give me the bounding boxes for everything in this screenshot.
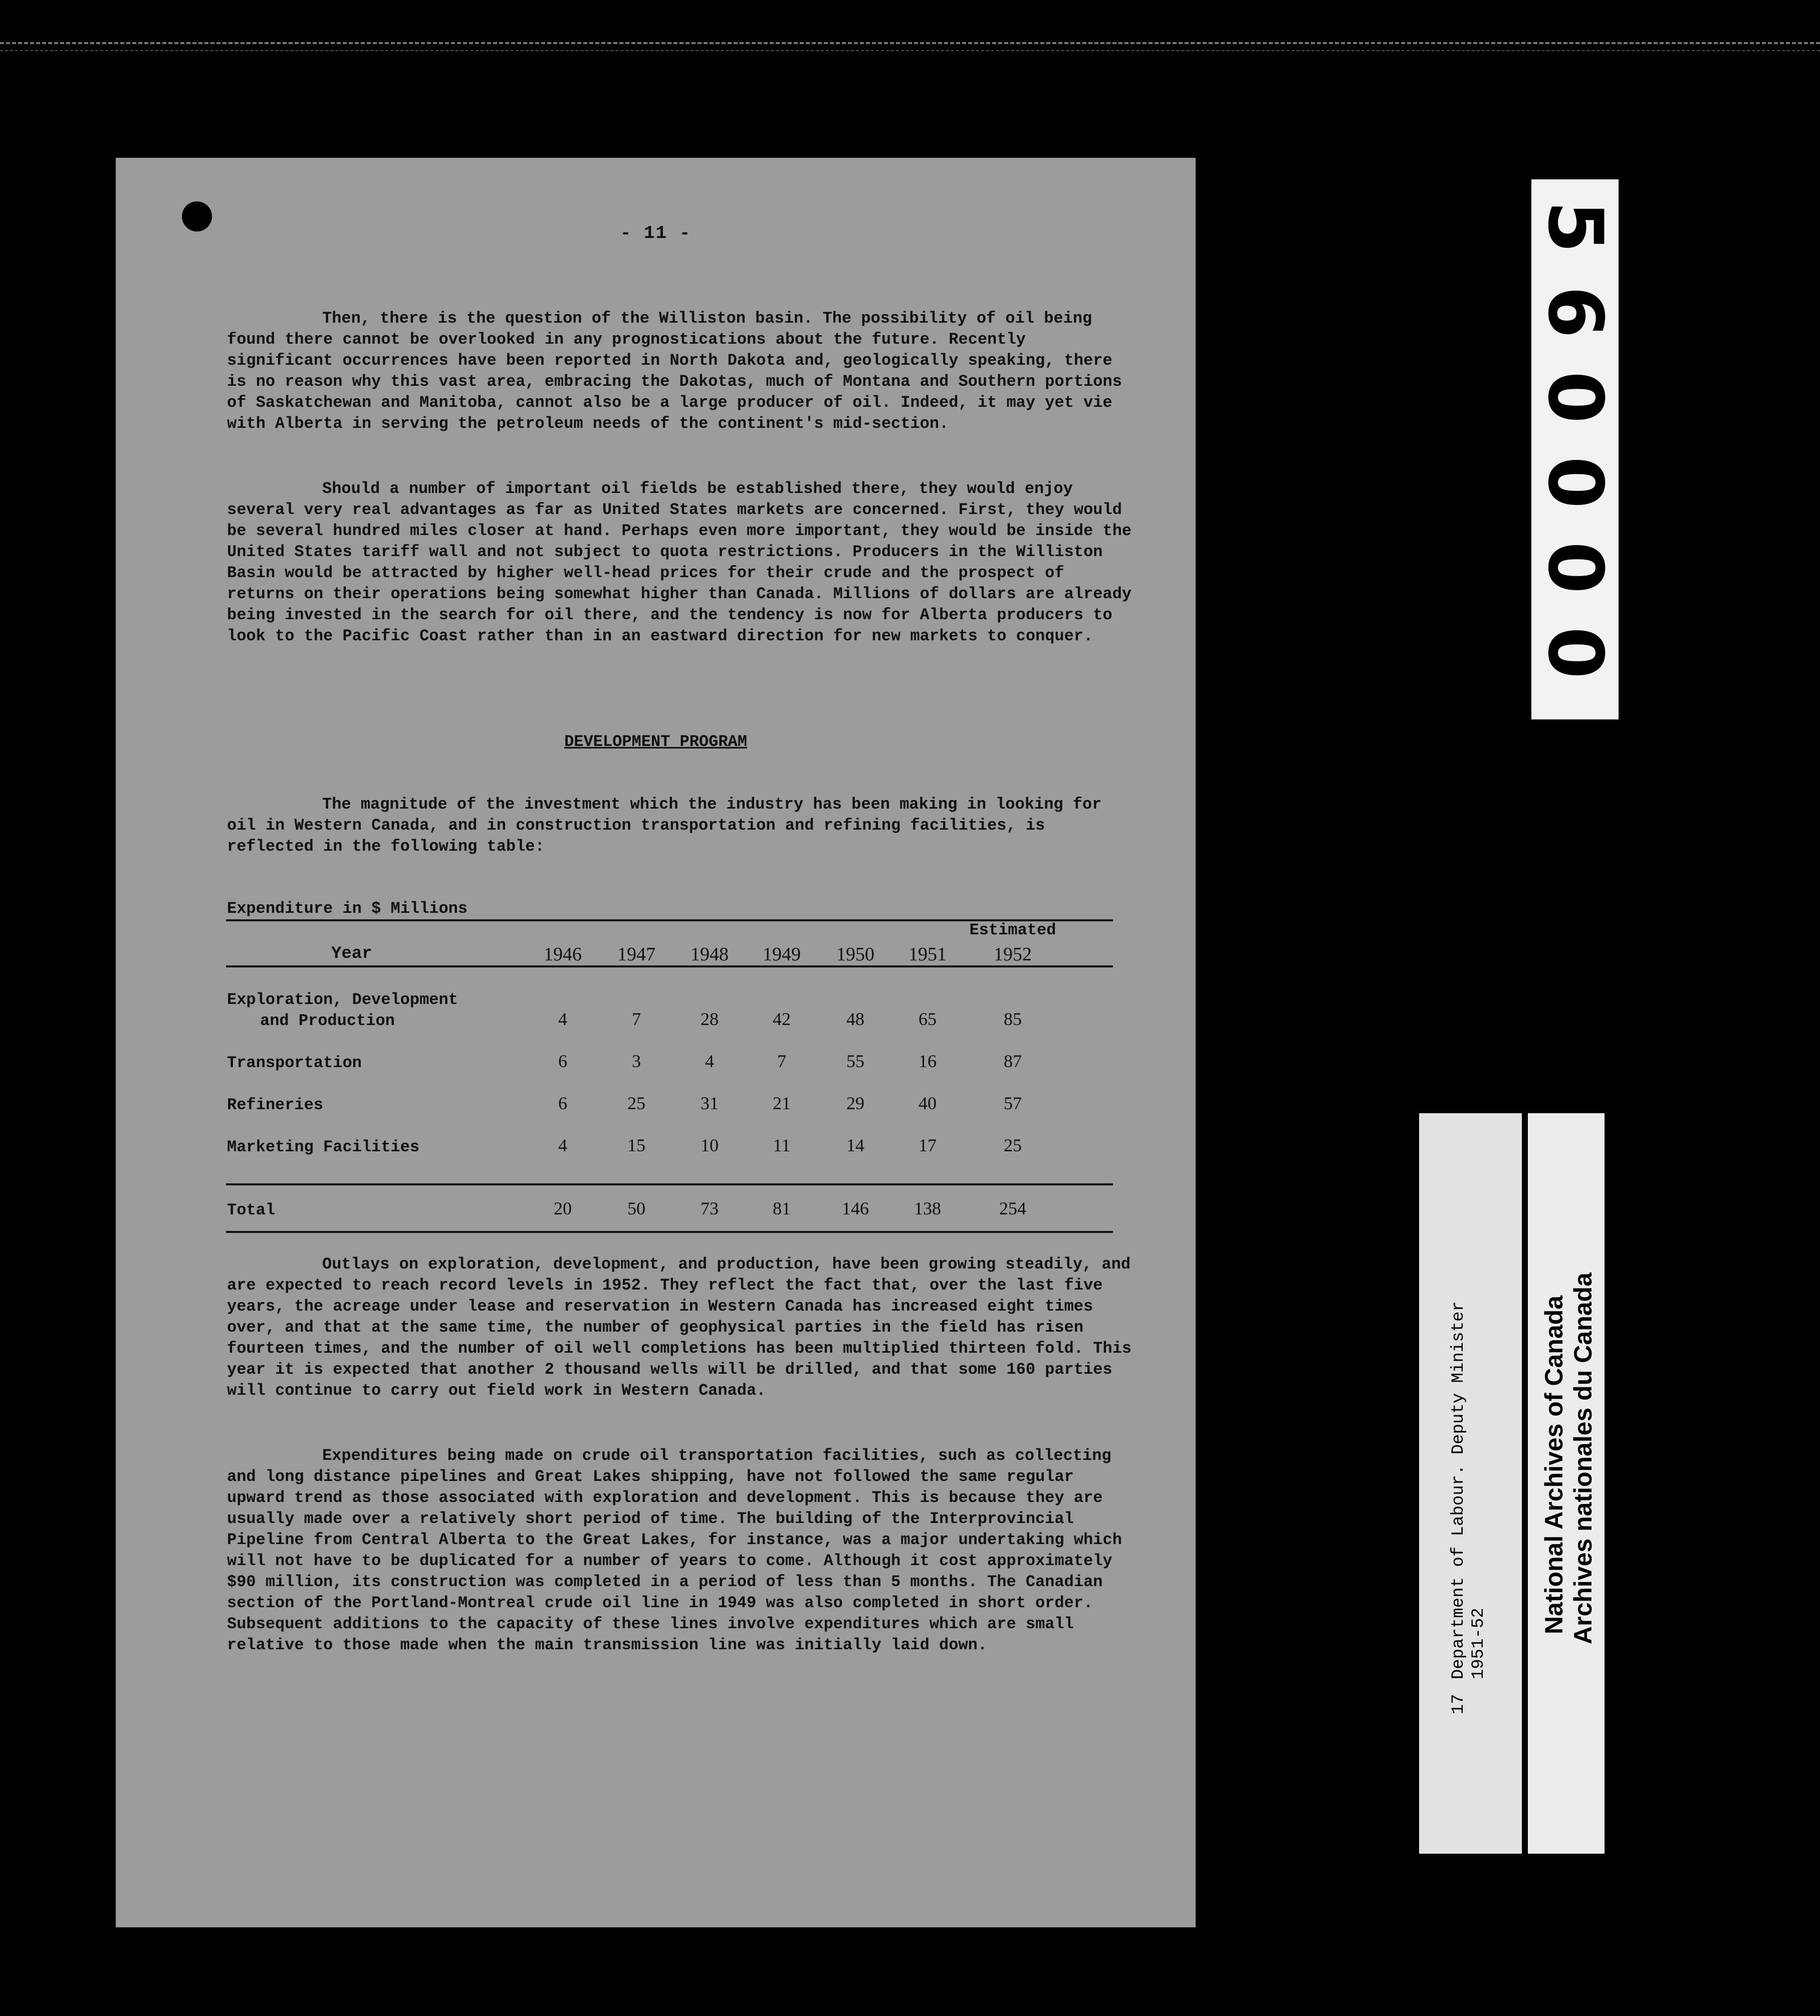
year-header: Year [331,944,372,963]
document-page [116,158,1196,1927]
cell-marketing-1950: 14 [846,1135,864,1155]
year-1950: 1950 [836,944,874,965]
cell-total-1950: 146 [842,1198,869,1218]
year-1948: 1948 [691,944,729,965]
cell-marketing-1948: 10 [701,1135,719,1155]
row-label-marketing: Marketing Facilities [227,1138,420,1156]
cell-marketing-1947: 15 [627,1135,645,1155]
cell-transportation-1950: 55 [846,1051,864,1071]
cell-total-1947: 50 [627,1198,645,1218]
cell-total-1948: 73 [701,1198,719,1218]
cell-total-1951: 138 [914,1198,941,1218]
cell-exploration-1949: 42 [773,1009,791,1029]
year-1947: 1947 [617,944,655,965]
label-left-panel [1419,1113,1522,1854]
cell-total-1952: 254 [999,1198,1026,1218]
table-header-rule [226,965,1113,967]
archive-label [1419,1113,1605,1854]
paragraph-table-intro: The magnitude of the investment which the industry has been making in looking for oil in Western Canada, and in construction transportation and refining facilities, is reflected in the following table: [227,795,1102,856]
label-line-1: Department of Labour. Deputy Minister [1449,1301,1468,1679]
archive-number-tag [1531,179,1619,719]
year-1952: 1952 [994,944,1032,965]
tag-digit: 0 [1531,626,1619,679]
cell-exploration-1947: 7 [632,1009,641,1029]
estimated-label: Estimated [969,921,1056,939]
cell-refineries-1952: 57 [1004,1093,1022,1113]
cell-exploration-1952: 85 [1004,1009,1022,1029]
tag-digit: 6 [1531,286,1619,339]
cell-exploration-1948: 28 [701,1009,719,1029]
row-label-transportation: Transportation [227,1054,362,1072]
cell-refineries-1950: 29 [846,1093,864,1113]
paragraph-advantages: Should a number of important oil fields be established there, they would enjoy several very real advantages as far as United States markets are concerned. First, they would be several hundred miles closer at hand. Perhaps even more important, they would be inside the United States tariff wall and not subject to quota restrictions. Producers in the Williston Basin would be attracted by higher well-head prices for their crude and the prospect of returns on their operations being somewhat higher than Canada. Millions of dollars are already being invested in the search for oil there, and the tendency is now for Alberta producers to look to the Pacific Coast rather than in an eastward direction for new markets to conquer. [227,479,1132,645]
cell-total-1946: 20 [554,1198,572,1218]
cell-marketing-1946: 4 [558,1135,567,1155]
year-1951: 1951 [908,944,947,965]
cell-transportation-1946: 6 [558,1051,567,1071]
file-number: 17 [1449,1694,1468,1714]
scan-border-top [0,42,1820,44]
cell-marketing-1952: 25 [1004,1135,1022,1155]
cell-transportation-1947: 3 [632,1051,641,1071]
cell-exploration-1950: 48 [846,1009,864,1029]
cell-refineries-1951: 40 [919,1093,937,1113]
row-label-exploration: Exploration, Development and Production [227,990,458,1030]
institution-fr: Archives nationales du Canada [1569,1273,1597,1644]
cell-transportation-1948: 4 [705,1051,714,1071]
cell-total-1949: 81 [773,1198,791,1218]
page-number: - 11 - [620,223,692,243]
paragraph-outlays: Outlays on exploration, development, and production, have been growing steadily, and are expected to reach record levels in 1952. They reflect the fact that, over the last five years, the acreage under lease and reservation in Western Canada has increased eight times over, and that at the same time, the number of geophysical parties in the field has risen fourteen times, and the number of oil well completions has been multiplied thirteen fold. This year it is expected that another 2 thousand wells will be drilled, and that some 160 parties will continue to carry out field work in Western Canada. [227,1255,1132,1400]
cell-transportation-1949: 7 [777,1051,786,1071]
table-total-rule [226,1183,1113,1185]
cell-refineries-1946: 6 [558,1093,567,1113]
cell-refineries-1948: 31 [701,1093,719,1113]
cell-marketing-1951: 17 [919,1135,937,1155]
label-divider [1522,1113,1528,1854]
tag-digit: 0 [1531,371,1619,424]
year-1946: 1946 [544,944,582,965]
cell-refineries-1949: 21 [773,1093,791,1113]
tag-digit: 0 [1531,541,1619,594]
label-line-2: 1951-52 [1469,1608,1488,1679]
cell-transportation-1951: 16 [919,1051,937,1071]
scan-border-top-2 [0,50,1820,51]
tag-digit: 0 [1531,456,1619,509]
cell-exploration-1951: 65 [919,1009,937,1029]
cell-exploration-1946: 4 [558,1009,567,1029]
cell-transportation-1952: 87 [1004,1051,1022,1071]
table-bottom-rule [226,1231,1113,1233]
cell-marketing-1949: 11 [773,1135,791,1155]
section-heading: DEVELOPMENT PROGRAM [564,732,747,751]
paragraph-williston: Then, there is the question of the Williston basin. The possibility of oil being found there cannot be overlooked in any prognostications about the future. Recently significant occurrences have been reported in North Dakota and, geologically speaking, there is no reason why this vast area, embracing the Dakotas, much of Montana and Southern portions of Saskatchewan and Manitoba, cannot also be a large producer of oil. Indeed, it may yet vie with Alberta in serving the petroleum needs of the continent's mid-section. [227,309,1122,433]
institution-en: National Archives of Canada [1540,1295,1568,1634]
tag-digit: 5 [1531,200,1619,254]
row-label-total: Total [227,1201,276,1219]
year-1949: 1949 [763,944,801,965]
cell-refineries-1947: 25 [627,1093,645,1113]
paragraph-expenditures: Expenditures being made on crude oil transportation facilities, such as collecting and long distance pipelines and Great Lakes shipping, have not followed the same regular upward trend as those associated with exploration and development. This is because they are usually made over a relatively short period of time. The building of the Interprovincial Pipeline from Central Alberta to the Great Lakes, for instance, was a major undertaking which will not have to be duplicated for a number of years to come. Although it cost approximately $90 million, its construction was completed in a period of less than 5 months. The Canadian section of the Portland-Montreal crude oil line in 1949 was also completed in short order. Subsequent additions to the capacity of these lines involve expenditures which are small relative to those made when the main transmission line was initially laid down. [227,1446,1122,1654]
row-label-refineries: Refineries [227,1096,324,1114]
table-caption: Expenditure in $ Millions [227,899,468,918]
